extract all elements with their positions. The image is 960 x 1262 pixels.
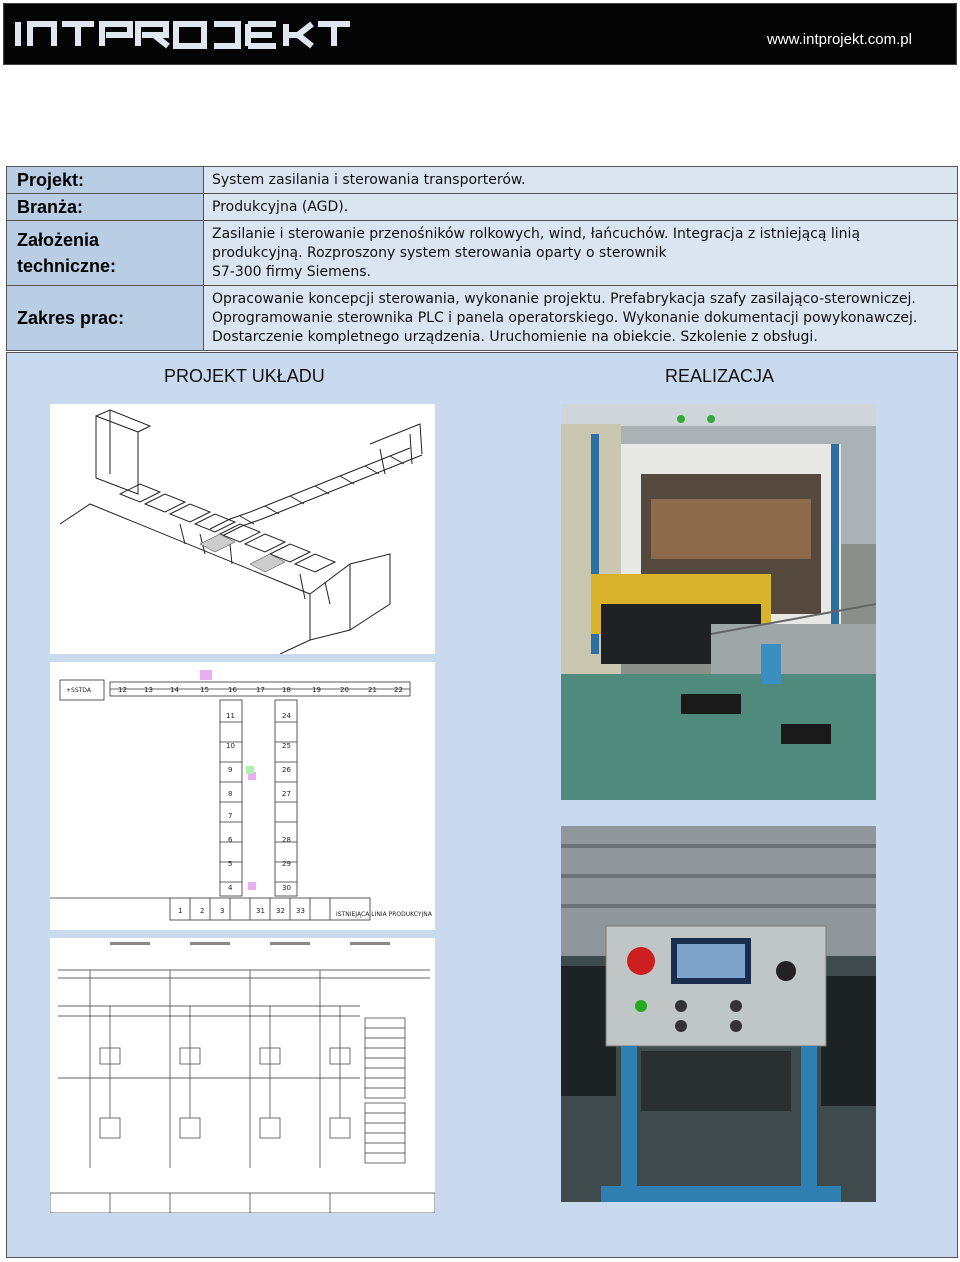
project-label: Projekt:	[7, 167, 204, 194]
intprojekt-logo	[14, 18, 354, 55]
layout-num-6: 6	[228, 836, 233, 844]
layout-num-28: 28	[282, 836, 291, 844]
isometric-conveyor-drawing	[50, 404, 435, 654]
scope-line1: Opracowanie koncepcji sterowania, wykonanie projektu. Prefabrykacja szafy zasilająco-sterowniczej.	[212, 290, 916, 307]
layout-num-11: 11	[226, 712, 235, 720]
assumptions-label-line1: Założenia	[17, 230, 100, 250]
layout-num-13: 13	[144, 686, 153, 694]
layout-num-7: 7	[228, 812, 233, 820]
layout-num-25: 25	[282, 742, 291, 750]
scope-label: Zakres prac:	[7, 286, 204, 351]
layout-num-29: 29	[282, 860, 291, 868]
layout-num-10: 10	[226, 742, 235, 750]
layout-num-21: 21	[368, 686, 377, 694]
layout-num-20: 20	[340, 686, 349, 694]
assumptions-value	[204, 221, 958, 286]
project-info-table	[6, 166, 958, 351]
layout-num-30: 30	[282, 884, 291, 892]
industry-label: Branża:	[7, 194, 204, 221]
scope-value	[204, 286, 958, 351]
layout-num-27: 27	[282, 790, 291, 798]
assumptions-label	[7, 221, 204, 286]
layout-num-15: 15	[200, 686, 209, 694]
layout-num-24: 24	[282, 712, 291, 720]
scope-line2: Oprogramowanie sterownika PLC i panela operatorskiego. Wykonanie dokumentacji powykonawczej.	[212, 309, 918, 326]
layout-num-5: 5	[228, 860, 233, 868]
industry-value: Produkcyjna (AGD).	[204, 194, 958, 221]
assumptions-label-line2: techniczne:	[17, 256, 117, 276]
layout-num-1: 1	[178, 907, 183, 915]
photo-operator-panel	[561, 826, 876, 1202]
layout-num-16: 16	[228, 686, 237, 694]
conveyor-layout-plan	[50, 662, 435, 930]
assumptions-line3: S7-300 firmy Siemens.	[212, 263, 371, 280]
realization-title: REALIZACJA	[665, 366, 775, 386]
layout-num-12: 12	[118, 686, 127, 694]
photo-conveyor-line	[561, 404, 876, 800]
scope-line3: Dostarczenie kompletnego urządzenia. Uruchomienie na obiekcie. Szkolenie z obsługi.	[212, 328, 818, 345]
project-layout-title: PROJEKT UKŁADU	[164, 366, 325, 386]
layout-num-33: 33	[296, 907, 305, 915]
layout-caption: ISTNIEJĄCA LINIA PRODUKCYJNA	[336, 911, 432, 918]
layout-num-2: 2	[200, 907, 205, 915]
header-bar	[3, 3, 957, 65]
electrical-schematic	[50, 938, 435, 1213]
layout-num-19: 19	[312, 686, 321, 694]
project-value: System zasilania i sterowania transporterów.	[204, 167, 958, 194]
layout-num-31: 31	[256, 907, 265, 915]
assumptions-line2: produkcyjną. Rozproszony system sterowania oparty o sterownik	[212, 244, 667, 261]
layout-num-14: 14	[170, 686, 179, 694]
assumptions-line1: Zasilanie i sterowanie przenośników rolkowych, wind, łańcuchów. Integracja z istniejącą linią	[212, 225, 861, 242]
layout-num-18: 18	[282, 686, 291, 694]
layout-num-26: 26	[282, 766, 291, 774]
layout-num-3: 3	[220, 907, 225, 915]
layout-num-22: 22	[394, 686, 403, 694]
layout-box-label: +SSTDA	[66, 687, 91, 694]
layout-num-4: 4	[228, 884, 233, 892]
layout-num-17: 17	[256, 686, 265, 694]
layout-num-9: 9	[228, 766, 233, 774]
website-url[interactable]: www.intprojekt.com.pl	[766, 31, 912, 48]
layout-num-32: 32	[276, 907, 285, 915]
layout-num-8: 8	[228, 790, 233, 798]
